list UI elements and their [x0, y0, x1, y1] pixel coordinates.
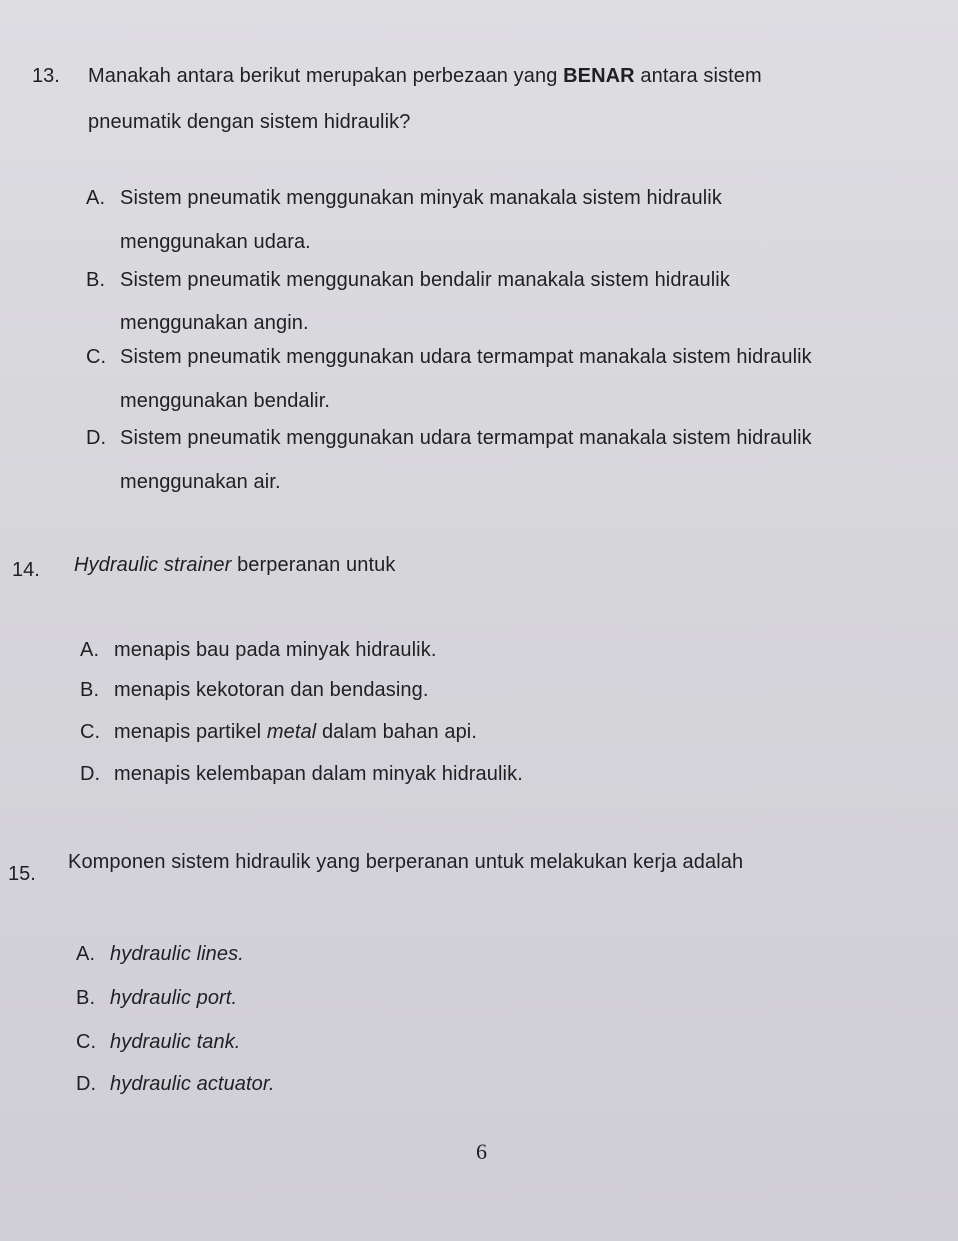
- question-stem: Hydraulic strainer berperanan untuk: [74, 554, 396, 576]
- option-b: B. hydraulic port.: [76, 987, 238, 1009]
- emphasis-text: BENAR: [563, 65, 635, 87]
- option-a: A. menapis bau pada minyak hidraulik.: [80, 639, 437, 661]
- option-a: A. Sistem pneumatik menggunakan minyak manakala sistem hidraulik: [86, 187, 722, 209]
- option-c: C. Sistem pneumatik menggunakan udara termampat manakala sistem hidraulik: [86, 346, 812, 368]
- question-stem: Komponen sistem hidraulik yang berperanan untuk melakukan kerja adalah: [68, 851, 744, 873]
- option-c: C. menapis partikel metal dalam bahan api.: [80, 721, 478, 743]
- question-stem-line-2: pneumatik dengan sistem hidraulik?: [88, 111, 411, 133]
- option-a-line-2: menggunakan udara.: [120, 231, 311, 253]
- option-c: C. hydraulic tank.: [76, 1031, 241, 1053]
- page-number: 6: [476, 1139, 487, 1164]
- option-b: B. Sistem pneumatik menggunakan bendalir manakala sistem hidraulik: [86, 269, 730, 291]
- option-d: D. menapis kelembapan dalam minyak hidraulik.: [80, 763, 523, 785]
- option-b-line-2: menggunakan angin.: [120, 312, 309, 334]
- option-c-line-2: menggunakan bendalir.: [120, 390, 331, 412]
- question-number: 14.: [12, 559, 40, 581]
- option-d-line-2: menggunakan air.: [120, 471, 281, 493]
- option-d: D. hydraulic actuator.: [76, 1073, 275, 1095]
- question-stem-line-1: Manakah antara berikut merupakan perbezaan yang BENAR antara sistem: [88, 65, 762, 87]
- option-b: B. menapis kekotoran dan bendasing.: [80, 679, 429, 701]
- question-number: 13.: [32, 65, 60, 87]
- option-d: D. Sistem pneumatik menggunakan udara termampat manakala sistem hidraulik: [86, 427, 812, 449]
- option-a: A. hydraulic lines.: [76, 943, 244, 965]
- question-number: 15.: [8, 863, 36, 885]
